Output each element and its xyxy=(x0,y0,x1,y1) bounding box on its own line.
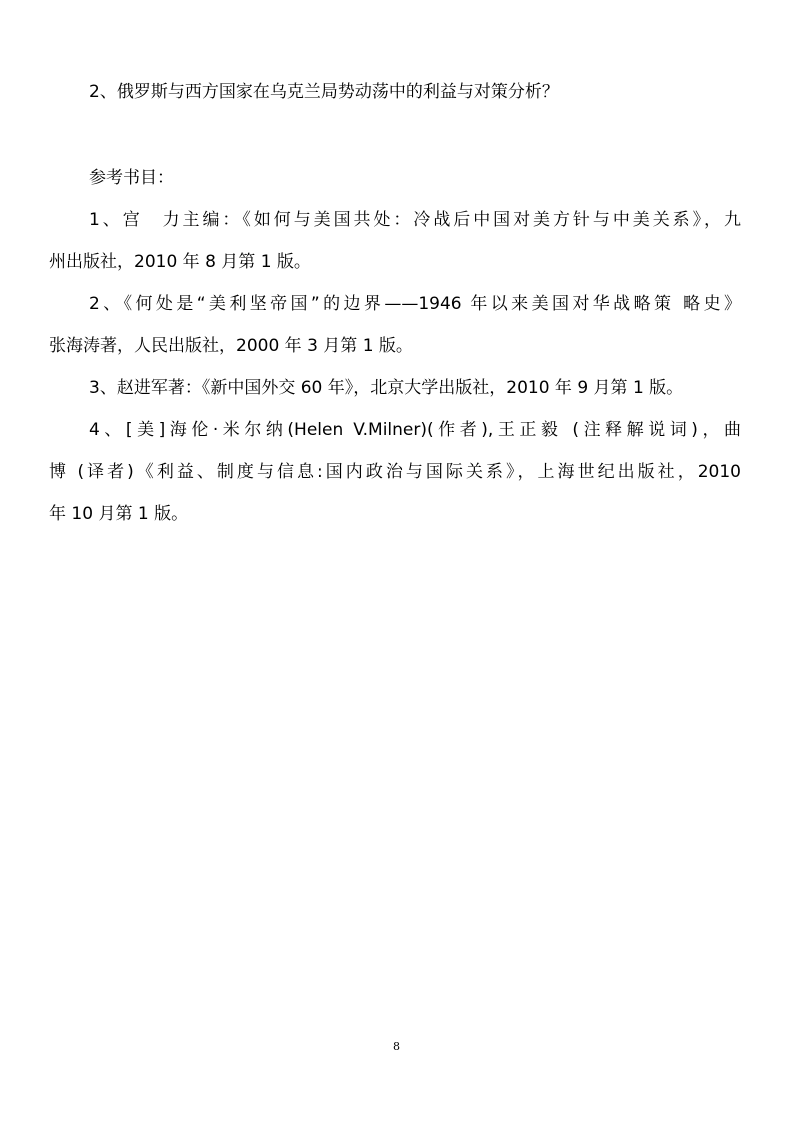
question-text: 2、俄罗斯与西方国家在乌克兰局势动荡中的利益与对策分析？ xyxy=(89,82,559,102)
page-number: 8 xyxy=(393,1040,400,1053)
reference-4-line-3: 年 10 月第 1 版。 xyxy=(49,504,189,524)
reference-4-line-2: 博 (译者)《利益、制度与信息:国内政治与国际关系》，上海世纪出版社，2010 xyxy=(49,462,741,482)
reference-2-line-2: 张海涛著，人民出版社，2000 年 3 月第 1 版。 xyxy=(49,336,413,356)
reference-3-line-1: 3、赵进军著：《新中国外交 60 年》，北京大学出版社，2010 年 9 月第 1 版。 xyxy=(89,378,684,398)
references-heading: 参考书目： xyxy=(89,168,174,188)
reference-2-line-1: 2、《何处是“美利坚帝国”的边界——1946 年以来美国对华战略策 略史》 xyxy=(89,294,741,314)
reference-1-line-2: 州出版社，2010 年 8 月第 1 版。 xyxy=(49,252,311,272)
reference-1-line-1: 1、宫 力主编：《如何与美国共处：冷战后中国对美方针与中美关系》，九 xyxy=(89,210,741,230)
reference-4-line-1: 4、[美]海伦·米尔纳(Helen V.Milner)(作者),王正毅 (注释解说词)，曲 xyxy=(89,420,741,440)
